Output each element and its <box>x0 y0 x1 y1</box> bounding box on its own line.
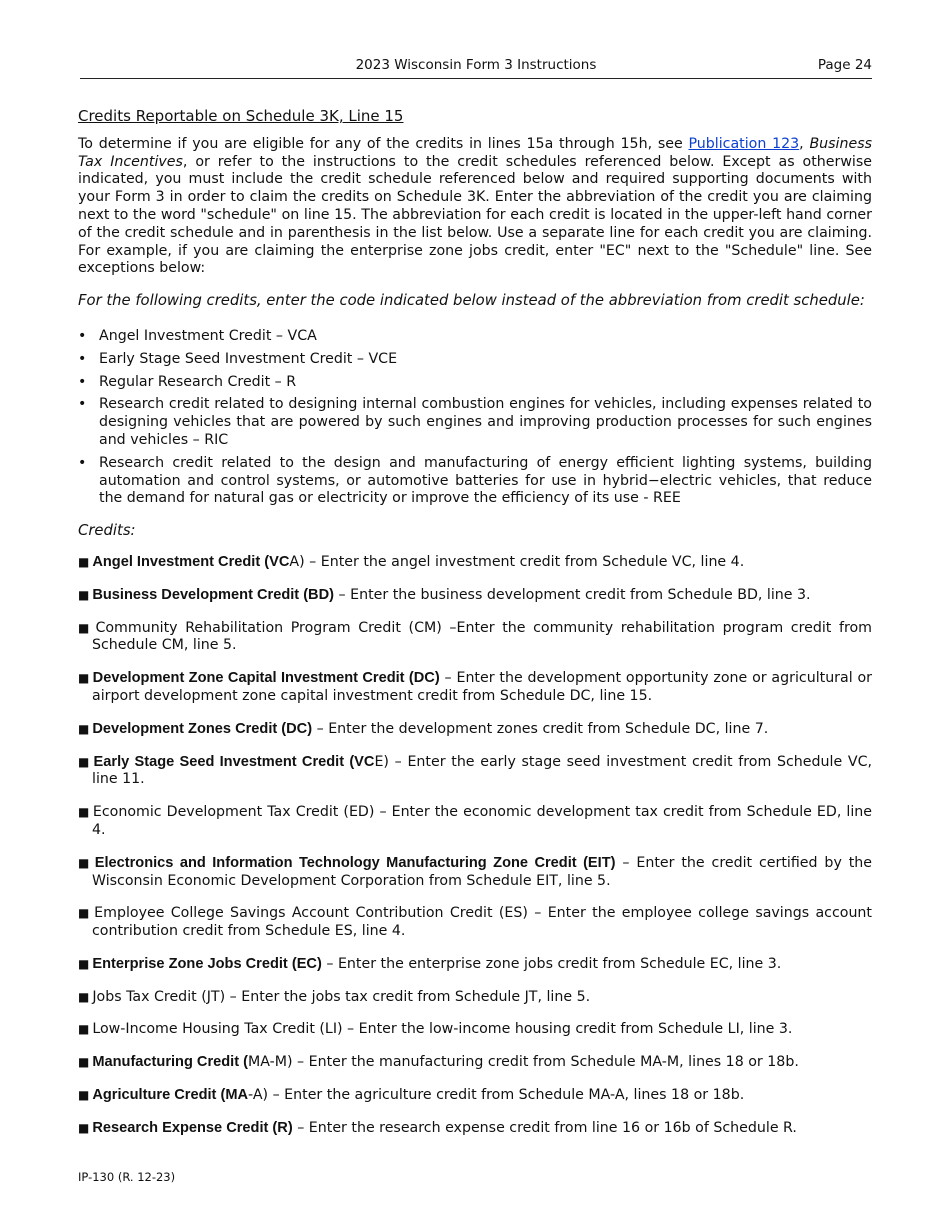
square-bullet-icon: ■ <box>78 671 90 686</box>
code-text: Early Stage Seed Investment Credit – VCE <box>99 350 398 367</box>
credit-item <box>78 804 872 840</box>
square-bullet-icon: ■ <box>78 554 90 569</box>
intro-text-2: , <box>799 135 810 152</box>
code-list <box>78 328 872 508</box>
credit-description: MA-M) – Enter the manufacturing credit from Schedule MA-M, lines 18 or 18b. <box>248 1054 799 1071</box>
square-bullet-icon: ■ <box>78 620 93 635</box>
credit-item <box>78 721 872 739</box>
credit-item <box>78 1054 872 1072</box>
credit-description: – Enter the business development credit from Schedule BD, line 3. <box>334 586 811 603</box>
code-list-item <box>78 351 872 369</box>
credit-description: Jobs Tax Credit (JT) – Enter the jobs tax credit from Schedule JT, line 5. <box>92 988 591 1005</box>
credit-item <box>78 1087 872 1105</box>
credit-item <box>78 905 872 941</box>
square-bullet-icon: ■ <box>78 956 90 971</box>
square-bullet-icon: ■ <box>78 906 92 921</box>
code-text: Regular Research Credit – R <box>99 373 297 390</box>
page-number: Page 24 <box>817 57 872 73</box>
square-bullet-icon: ■ <box>78 805 90 820</box>
credit-description: Community Rehabilitation Program Credit (CM) –Enter the community rehabilitation program credit from Schedule CM, line 5. <box>92 619 872 654</box>
square-bullet-icon: ■ <box>78 1022 90 1037</box>
credit-item <box>78 754 872 790</box>
credits-list <box>78 554 872 1138</box>
section-title: Credits Reportable on Schedule 3K, Line 15 <box>78 107 404 125</box>
credit-description: – Enter the research expense credit from line 16 or 16b of Schedule R. <box>292 1119 797 1136</box>
credit-name: Research Expense Credit (R) <box>92 1119 293 1136</box>
credit-description: A) – Enter the angel investment credit from Schedule VC, line 4. <box>289 553 745 570</box>
credit-name: Electronics and Information Technology Manufacturing Zone Credit (EIT) <box>94 854 616 871</box>
form-footer: IP-130 (R. 12-23) <box>78 1170 176 1184</box>
credit-description: E) – Enter the early stage seed investment credit from Schedule VC, line 11. <box>92 753 873 788</box>
square-bullet-icon: ■ <box>78 989 90 1004</box>
bullet-icon: • <box>78 350 87 367</box>
square-bullet-icon: ■ <box>78 855 92 870</box>
intro-text-3: , or refer to the instructions to the credit schedules referenced below. Except as otherwise indicated, you must include the credit schedule referenced below and required supporting documents with your Form 3 in order to claim the credits on Schedule 3K. Enter the abbreviation of the credit you are claiming next to the word "schedule" on line 15. The abbreviation for each credit is located in the upper-left hand corner of the credit schedule and in parenthesis in the list below. Use a separate line for each credit you are claiming. For example, if you are claiming the enterprise zone jobs credit, enter "EC" next to the "Schedule" line. See exceptions below: <box>78 153 872 277</box>
square-bullet-icon: ■ <box>78 1120 90 1135</box>
credit-item <box>78 1120 872 1138</box>
credit-name: Development Zone Capital Investment Credit (DC) <box>92 670 440 687</box>
credit-description: Economic Development Tax Credit (ED) – Enter the economic development tax credit from Schedule ED, line 4. <box>92 804 872 838</box>
credit-name: Business Development Credit (BD) <box>92 586 334 603</box>
code-list-item <box>78 455 872 508</box>
code-text: Angel Investment Credit – VCA <box>99 327 317 344</box>
intro-text-1: To determine if you are eligible for any of the credits in lines 15a through 15h, see <box>78 135 689 152</box>
code-text: Research credit related to designing internal combustion engines for vehicles, including expenses related to designing vehicles that are powered by such engines and improving production processes for such engines and vehicles – RIC <box>99 396 872 448</box>
credit-name: Manufacturing Credit ( <box>92 1054 249 1071</box>
square-bullet-icon: ■ <box>78 721 90 736</box>
code-list-item <box>78 374 872 392</box>
credit-description: – Enter the development opportunity zone or agricultural or airport development zone capital investment credit from Schedule DC, line 15. <box>92 670 872 704</box>
code-list-item <box>78 328 872 346</box>
code-text: Research credit related to the design and manufacturing of energy efficient lighting systems, building automation and control systems, or automotive batteries for use in hybrid−electric vehicles, that reduce the demand for natural gas or electricity or improve the efficiency of its use - REE <box>99 454 872 507</box>
bullet-icon: • <box>78 327 87 344</box>
square-bullet-icon: ■ <box>78 1055 90 1070</box>
credit-name: Development Zones Credit (DC) <box>92 720 313 737</box>
credit-description: Low-Income Housing Tax Credit (LI) – Enter the low-income housing credit from Schedule LI, line 3. <box>92 1021 793 1038</box>
header-title: 2023 Wisconsin Form 3 Instructions <box>355 57 597 73</box>
credit-item <box>78 620 872 656</box>
credit-name: Enterprise Zone Jobs Credit (EC) <box>92 955 322 972</box>
credits-heading: Credits: <box>78 522 136 540</box>
bullet-icon: • <box>78 454 87 471</box>
credit-item <box>78 554 872 572</box>
publication-123-link[interactable]: Publication 123 <box>688 135 800 152</box>
intro-paragraph <box>78 136 872 278</box>
bullet-icon: • <box>78 396 87 413</box>
page-header <box>80 56 872 79</box>
credit-item <box>78 670 872 706</box>
square-bullet-icon: ■ <box>78 1088 90 1103</box>
credit-name: Angel Investment Credit (VC <box>92 553 290 570</box>
credit-item <box>78 956 872 974</box>
credit-description: – Enter the development zones credit from Schedule DC, line 7. <box>312 720 769 737</box>
credit-description: Employee College Savings Account Contribution Credit (ES) – Enter the employee college savings account contribution credit from Schedule ES, line 4. <box>92 905 872 940</box>
credit-description: – Enter the credit certified by the Wisconsin Economic Development Corporation from Schedule EIT, line 5. <box>92 854 873 889</box>
bullet-icon: • <box>78 373 87 390</box>
credit-item <box>78 1021 872 1039</box>
credit-name: Agriculture Credit (MA <box>92 1087 249 1104</box>
page-content <box>78 108 872 1153</box>
credit-description: -A) – Enter the agriculture credit from Schedule MA-A, lines 18 or 18b. <box>248 1087 745 1104</box>
credit-description: – Enter the enterprise zone jobs credit from Schedule EC, line 3. <box>321 955 782 972</box>
credit-name: Early Stage Seed Investment Credit (VC <box>93 753 375 770</box>
credit-item <box>78 587 872 605</box>
square-bullet-icon: ■ <box>78 587 90 602</box>
code-list-item <box>78 396 872 449</box>
code-instructions: For the following credits, enter the code indicated below instead of the abbreviation from credit schedule: <box>78 292 865 310</box>
credit-item <box>78 855 872 891</box>
publication-title: Business Tax Incentives <box>78 135 872 170</box>
credit-item <box>78 989 872 1007</box>
square-bullet-icon: ■ <box>78 754 91 769</box>
